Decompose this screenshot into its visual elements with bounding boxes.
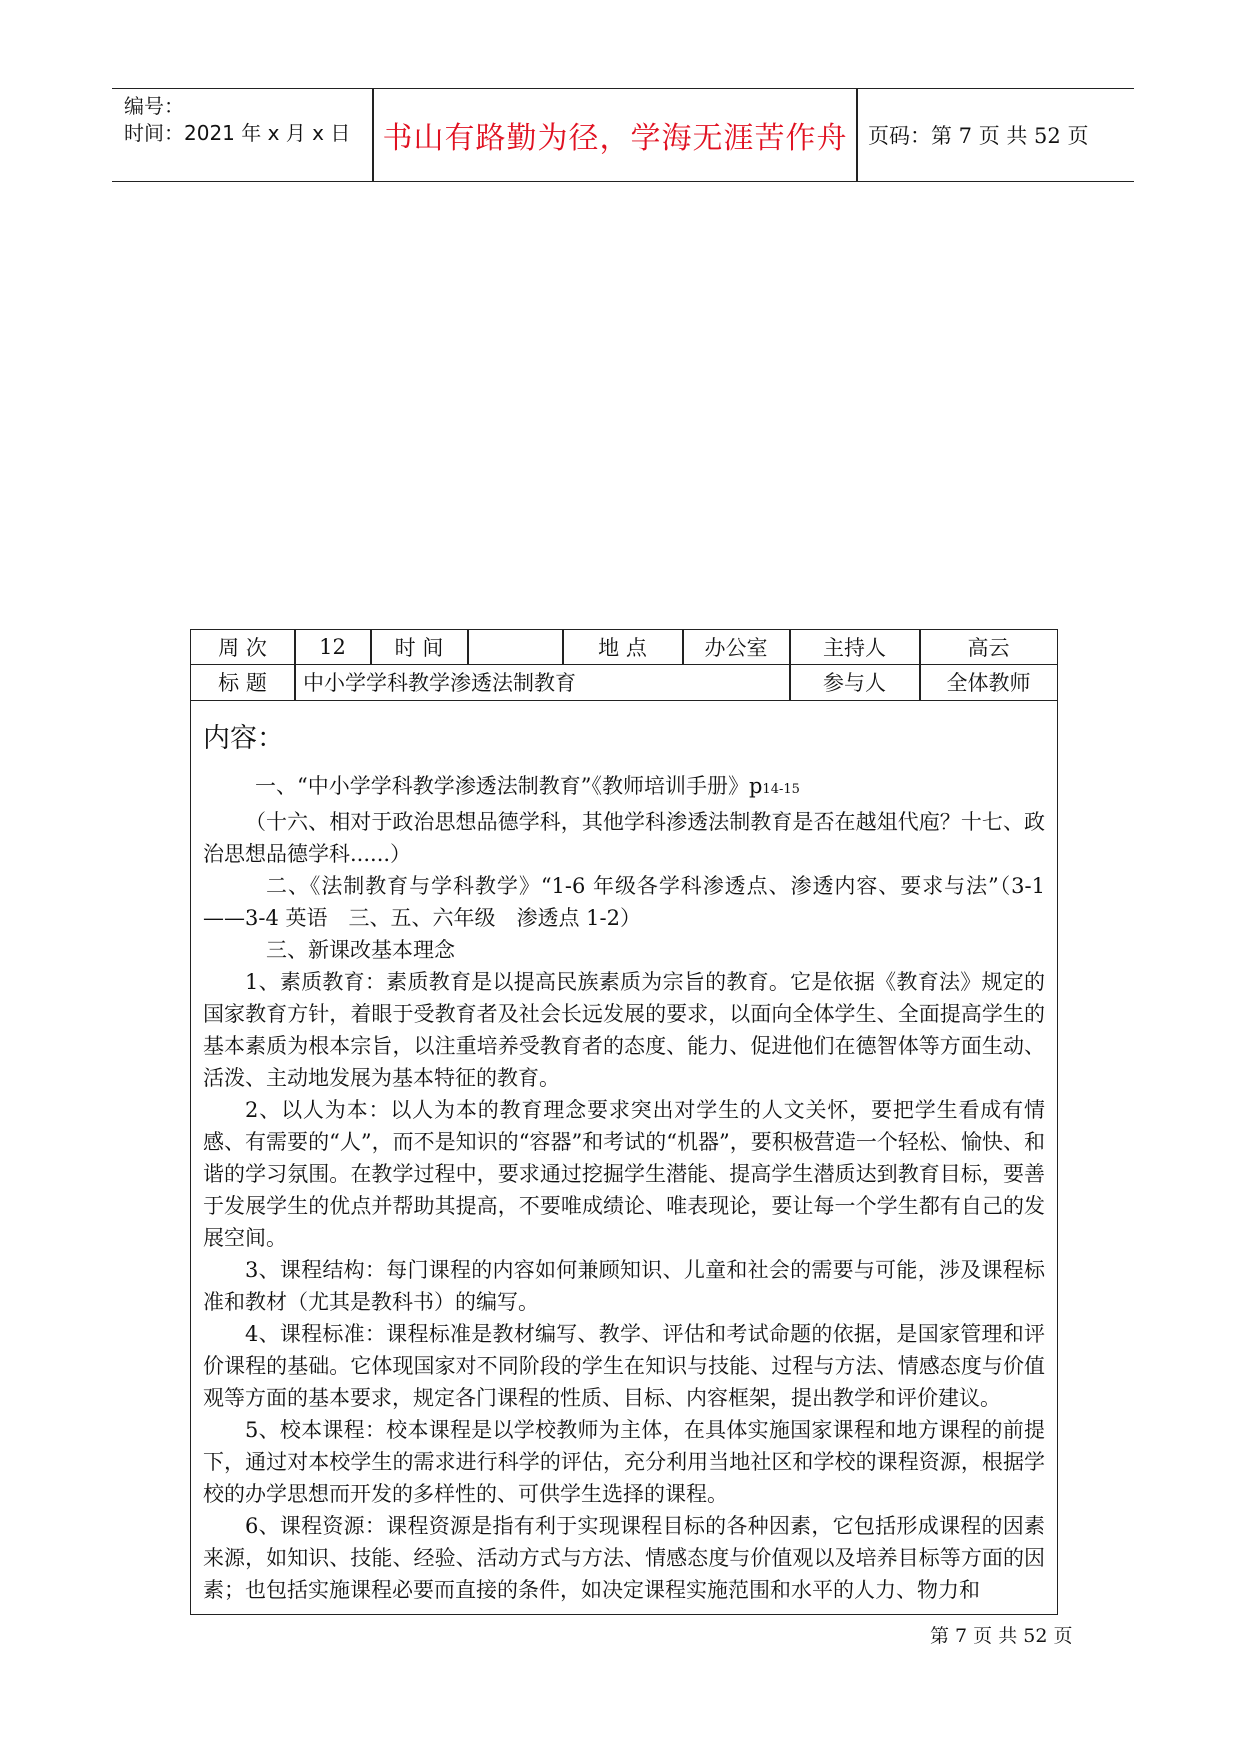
- page-header: [112, 88, 1134, 182]
- paragraph-4: 三、新课改基本理念: [266, 938, 455, 962]
- paragraph-7: 3、课程结构：每门课程的内容如何兼顾知识、儿童和社会的需要与可能，涉及课程标准和教材（尤其是教科书）的编写。: [203, 1258, 1045, 1314]
- host-label: 主持人: [823, 636, 886, 660]
- header-motto: 书山有路勤为径，学海无涯苦作舟: [382, 121, 848, 156]
- title-value: 中小学学科教学渗透法制教育: [303, 671, 576, 695]
- meeting-record-table: [190, 629, 1058, 1615]
- document-time-label: 时间：2021 年 x 月 x 日: [124, 121, 351, 145]
- paragraph-1: 一、“中小学学科教学渗透法制教育”《教师培训手册》p14-15: [255, 774, 800, 798]
- page-footer: 第 7 页 共 52 页: [930, 1625, 1073, 1647]
- place-label: 地 点: [598, 636, 647, 660]
- paragraph-6: 2、以人为本：以人为本的教育理念要求突出对学生的人文关怀，要把学生看成有情感、有需要的“人”，而不是知识的“容器”和考试的“机器”，要积极营造一个轻松、愉快、和谐的学习氛围。在教学过程中，要求通过挖掘学生潜能、提高学生潜质达到教育目标，要善于发展学生的优点并帮助其提高，不要唯成绩论、唯表现论，要让每一个学生都有自己的发展空间。: [203, 1098, 1045, 1250]
- header-meta: [124, 93, 350, 147]
- header-page-info: 页码：第 7 页 共 52 页: [868, 124, 1089, 148]
- participants-label: 参与人: [823, 671, 886, 695]
- page-range-subscript: 14-15: [762, 782, 800, 797]
- paragraph-2: （十六、相对于政治思想品德学科，其他学科渗透法制教育是否在越俎代庖？十七、政治思想品德学科......）: [203, 810, 1045, 866]
- content-body: [203, 770, 1045, 1606]
- content-section: [191, 700, 1057, 1614]
- time-label: 时 间: [394, 636, 444, 660]
- table-row-info: [191, 630, 1057, 665]
- week-label: 周 次: [218, 636, 267, 660]
- paragraph-9: 5、校本课程：校本课程是以学校教师为主体，在具体实施国家课程和地方课程的前提下，通过对本校学生的需求进行科学的评估，充分利用当地社区和学校的课程资源，根据学校的办学思想而开发的多样性的、可供学生选择的课程。: [203, 1418, 1045, 1506]
- content-heading: 内容：: [203, 723, 284, 754]
- place-value: 办公室: [704, 636, 768, 660]
- paragraph-5: 1、素质教育：素质教育是以提高民族素质为宗旨的教育。它是依据《教育法》规定的国家教育方针，着眼于受教育者及社会长远发展的要求，以面向全体学生、全面提高学生的基本素质为根本宗旨，以注重培养受教育者的态度、能力、促进他们在德智体等方面生动、活泼、主动地发展为基本特征的教育。: [203, 970, 1045, 1090]
- paragraph-10: 6、课程资源：课程资源是指有利于实现课程目标的各种因素，它包括形成课程的因素来源，如知识、技能、经验、活动方式与方法、情感态度与价值观以及培养目标等方面的因素；也包括实施课程必要而直接的条件，如决定课程实施范围和水平的人力、物力和: [203, 1514, 1045, 1602]
- paragraph-3: 二、《法制教育与学科教学》“1-6 年级各学科渗透点、渗透内容、要求与法”（3-1——3-4 英语 三、五、六年级 渗透点 1-2）: [203, 874, 1045, 930]
- table-row-title: [191, 664, 1057, 701]
- paragraph-8: 4、课程标准：课程标准是教材编写、教学、评估和考试命题的依据，是国家管理和评价课程的基础。它体现国家对不同阶段的学生在知识与技能、过程与方法、情感态度与价值观等方面的基本要求，规定各门课程的性质、目标、内容框架，提出教学和评价建议。: [203, 1322, 1045, 1410]
- week-value: 12: [319, 635, 346, 659]
- header-divider-right: [856, 89, 858, 181]
- participants-value: 全体教师: [946, 671, 1031, 695]
- title-label: 标 题: [218, 671, 267, 695]
- document-number-label: 编号：: [124, 94, 184, 118]
- host-value: 高云: [967, 636, 1010, 660]
- time-value: [468, 630, 562, 664]
